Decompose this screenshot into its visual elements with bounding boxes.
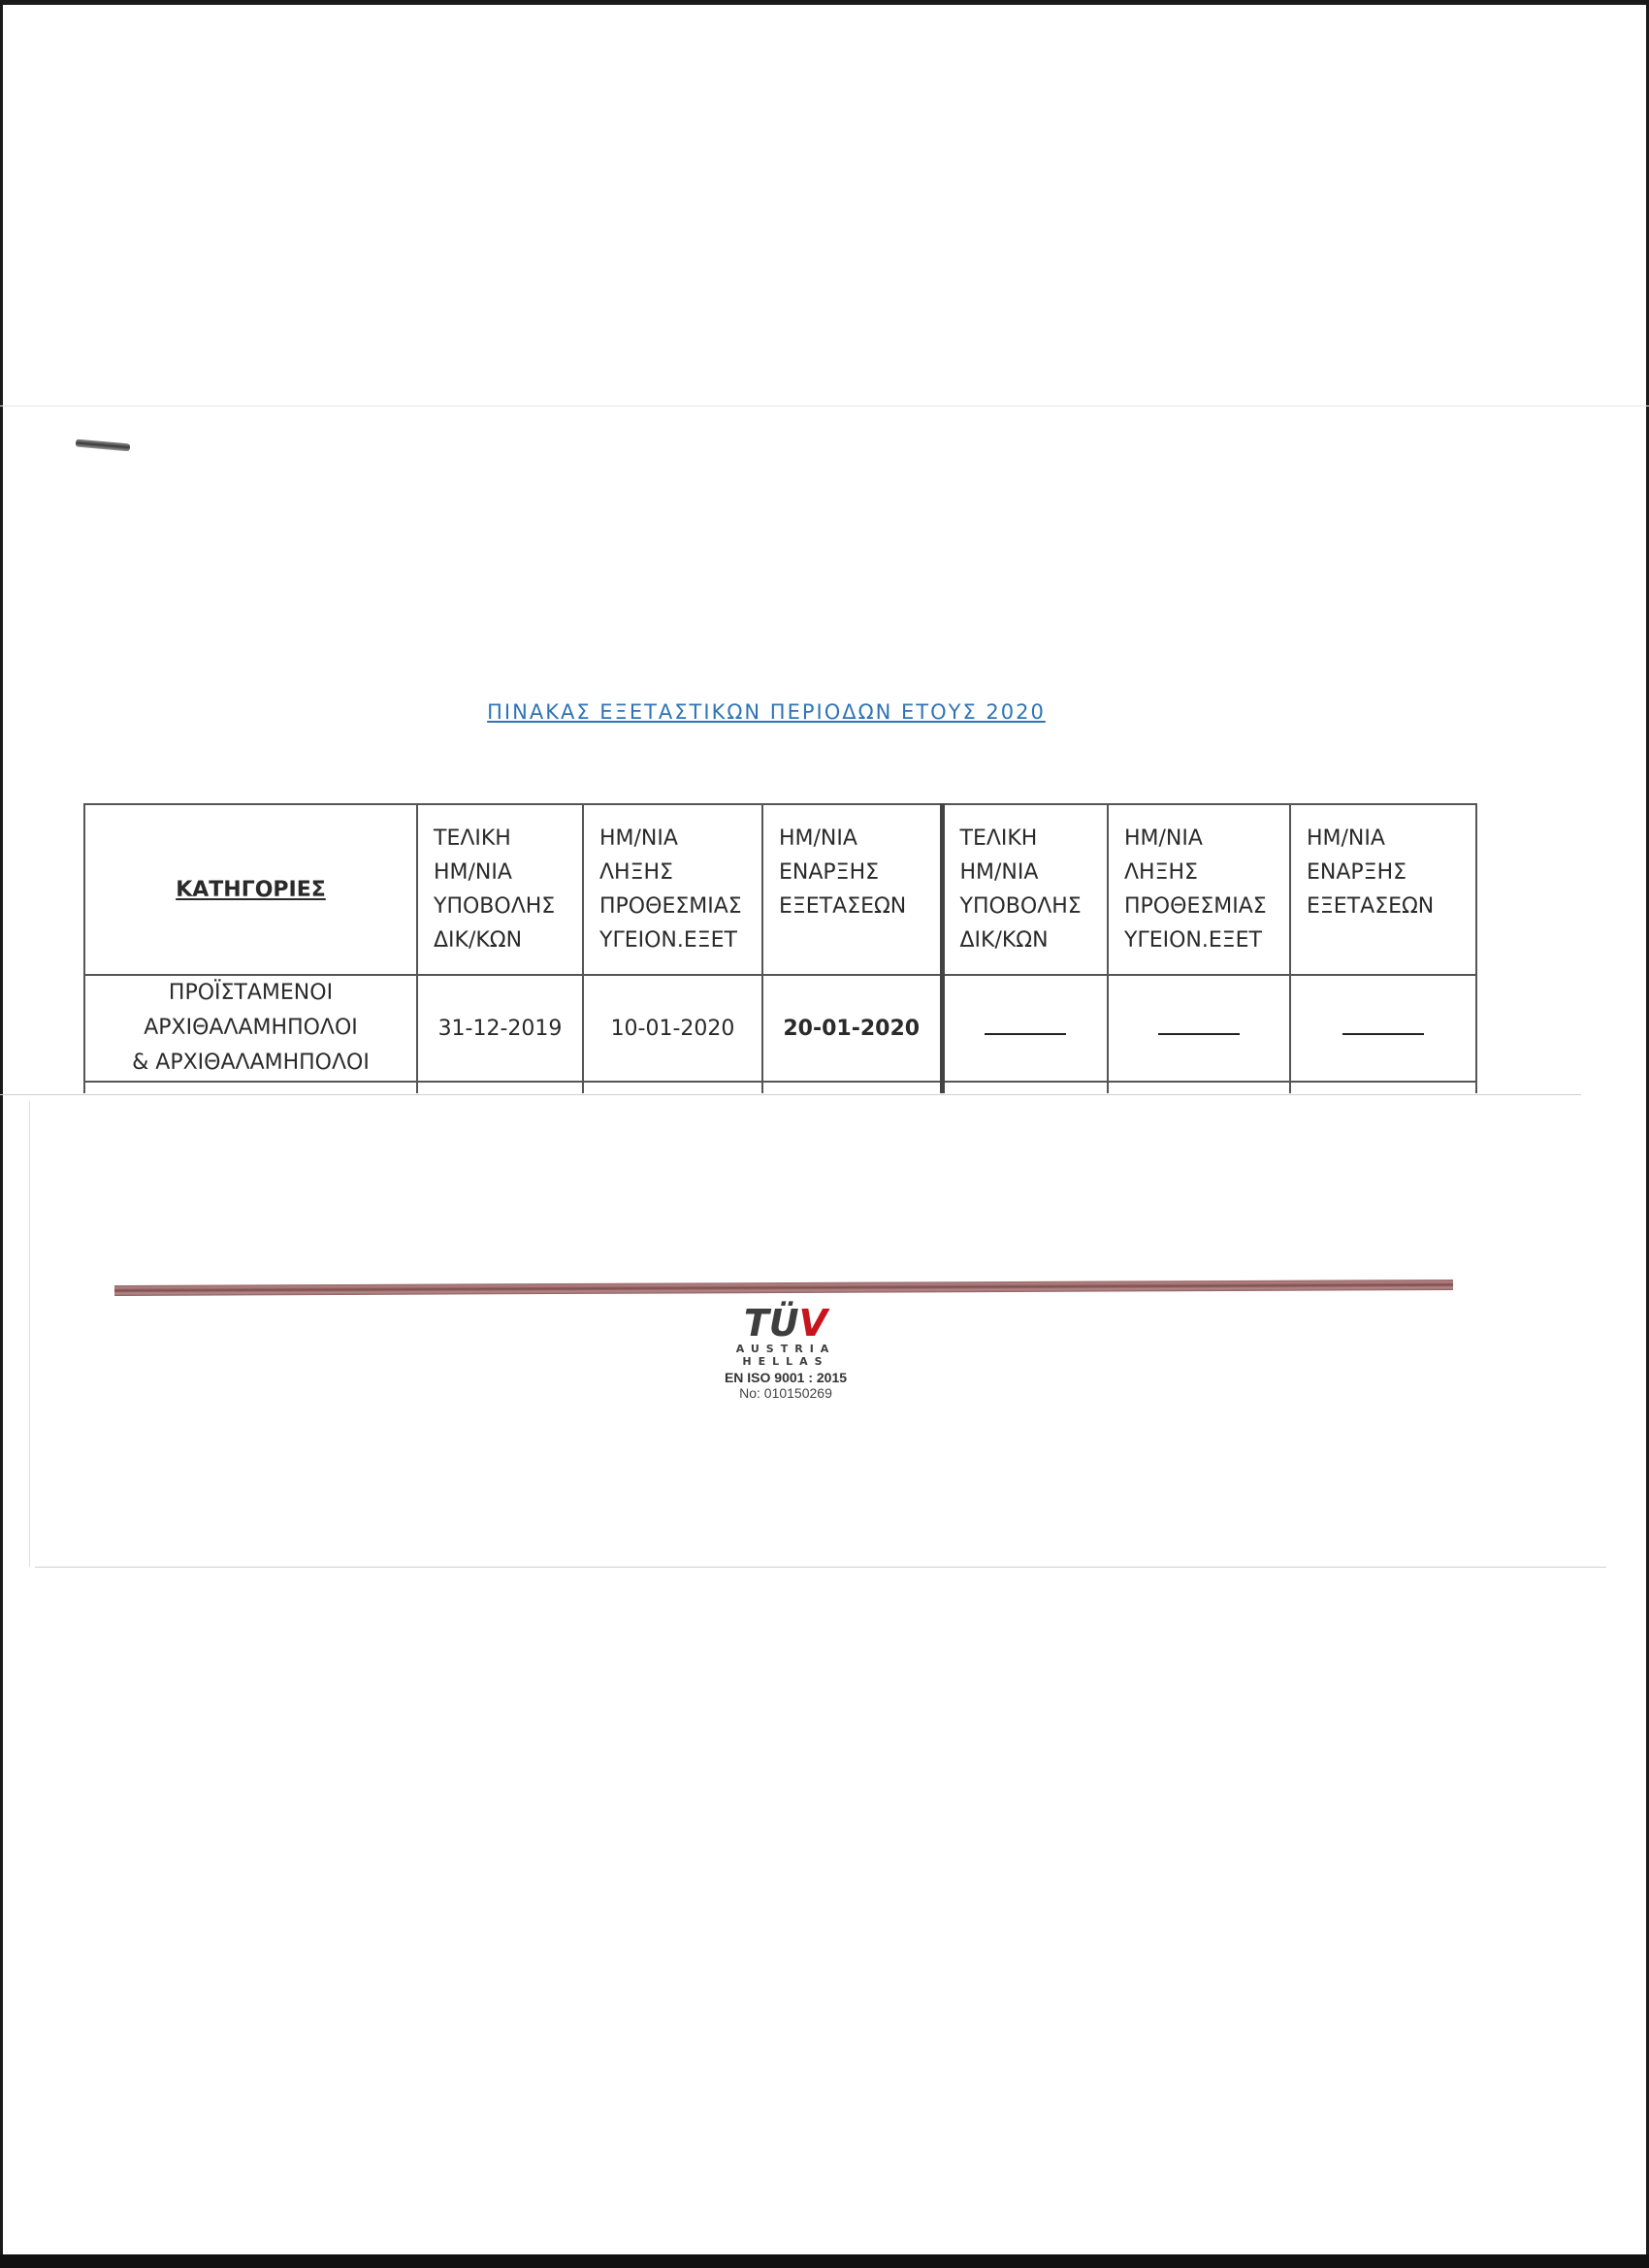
- paper-strip-edge: [0, 1094, 1581, 1095]
- health-deadline-date-value: 10-01-2020: [583, 975, 762, 1082]
- tuv-certification-logo: [679, 1304, 892, 1401]
- empty-value-dash: [942, 975, 1108, 1082]
- header-final-submission-date: ΤΕΛΙΚΗ ΗΜ/ΝΙΑ ΥΠΟΒΟΛΗΣ ΔΙΚ/ΚΩΝ: [417, 804, 583, 975]
- cut-cell: [1108, 1082, 1290, 1093]
- document-title: ΠΙΝΑΚΑΣ ΕΞΕΤΑΣΤΙΚΩΝ ΠΕΡΙΟΔΩΝ ΕΤΟΥΣ 2020: [487, 700, 1046, 724]
- certificate-number: No: 010150269: [739, 1385, 832, 1401]
- scan-border-top: [0, 0, 1649, 5]
- empty-value-dash: [1290, 975, 1476, 1082]
- staple-mark: [76, 439, 130, 452]
- header-health-deadline-date-2: ΗΜ/ΝΙΑ ΛΗΞΗΣ ΠΡΟΘΕΣΜΙΑΣ ΥΓΕΙΟΝ.ΕΞΕΤ: [1108, 804, 1290, 975]
- header-exam-start-date: ΗΜ/ΝΙΑ ΕΝΑΡΞΗΣ ΕΞΕΤΑΣΕΩΝ: [762, 804, 942, 975]
- exam-start-date-value: 20-01-2020: [762, 975, 942, 1082]
- cut-cell: [84, 1082, 417, 1093]
- header-exam-start-date-2: ΗΜ/ΝΙΑ ΕΝΑΡΞΗΣ ΕΞΕΤΑΣΕΩΝ: [1290, 804, 1476, 975]
- paper-strip-edge: [0, 405, 1649, 406]
- cut-cell: [1290, 1082, 1476, 1093]
- dash-placeholder: [1342, 1020, 1424, 1035]
- tuv-logo-icon: TÜV: [743, 1302, 828, 1345]
- cut-cell: [583, 1082, 762, 1093]
- cut-cell: [762, 1082, 942, 1093]
- table-row: [84, 975, 1476, 1082]
- header-health-deadline-date: ΗΜ/ΝΙΑ ΛΗΞΗΣ ΠΡΟΘΕΣΜΙΑΣ ΥΓΕΙΟΝ.ΕΞΕΤ: [583, 804, 762, 975]
- paper-strip-edge: [29, 1101, 30, 1567]
- empty-value-dash: [1108, 975, 1290, 1082]
- paper-strip-edge: [35, 1567, 1606, 1568]
- logo-sub-austria: AUSTRIA: [735, 1343, 836, 1355]
- cut-cell: [942, 1082, 1108, 1093]
- footer-rule: [114, 1280, 1453, 1296]
- category-cell: ΠΡΟΪΣΤΑΜΕΝΟΙ ΑΡΧΙΘΑΛΑΜΗΠΟΛΟΙ & ΑΡΧΙΘΑΛΑΜΗΠΟΛΟΙ: [84, 975, 417, 1082]
- category-header: ΚΑΤΗΓΟΡΙΕΣ: [84, 804, 417, 975]
- cut-off-row: [84, 1082, 1476, 1093]
- logo-sub-hellas: HELLAS: [742, 1355, 829, 1368]
- cut-cell: [417, 1082, 583, 1093]
- header-final-submission-date-2: ΤΕΛΙΚΗ ΗΜ/ΝΙΑ ΥΠΟΒΟΛΗΣ ΔΙΚ/ΚΩΝ: [942, 804, 1108, 975]
- scan-border-bottom: [0, 2254, 1649, 2268]
- dash-placeholder: [985, 1020, 1066, 1035]
- scan-border-left: [0, 0, 3, 2268]
- final-submission-date-value: 31-12-2019: [417, 975, 583, 1082]
- dash-placeholder: [1158, 1020, 1240, 1035]
- exam-periods-table: [83, 803, 1477, 1093]
- iso-standard: EN ISO 9001 : 2015: [724, 1370, 848, 1385]
- table-header-row: [84, 804, 1476, 975]
